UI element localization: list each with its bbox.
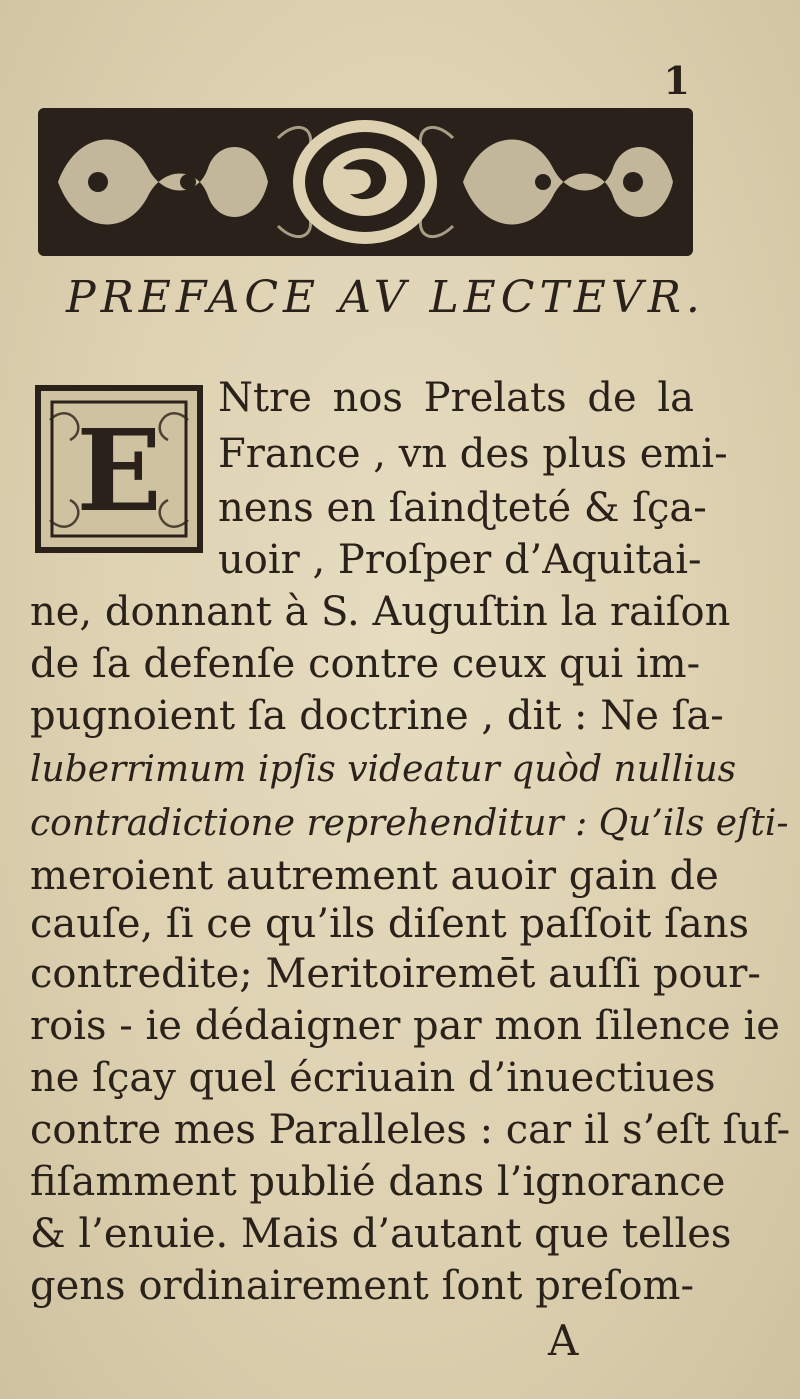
text-line: Ntre nos Prelats de la xyxy=(218,375,694,421)
text-line-italic: contradictione reprehenditur : Qu’ils eſti- xyxy=(30,803,789,844)
text-line: gens ordinairement ſont preſom- xyxy=(30,1263,694,1309)
text-line: & l’enuie. Mais d’autant que telles xyxy=(30,1211,732,1257)
text-line: contre mes Paralleles : car il s’eſt ſuf- xyxy=(30,1107,791,1153)
page-number: 1 xyxy=(663,58,690,103)
text-line: ne, donnant à S. Auguſtin la raiſon xyxy=(30,589,731,635)
signature-mark: A xyxy=(548,1316,579,1365)
text-line-italic: luberrimum ipſis videatur quòd nullius xyxy=(30,749,737,790)
text-line: cauſe, ſi ce qu’ils diſent paſſoit ſans xyxy=(30,901,750,947)
text-line: meroient autrement auoir gain de xyxy=(30,853,719,899)
drop-cap-letter: E xyxy=(76,406,162,537)
page-title: PREFACE AV LECTEVR. xyxy=(66,272,705,323)
text-line: France , vn des plus emi- xyxy=(218,431,728,477)
text-line: nens en ſainɖteté & ſça- xyxy=(218,485,707,531)
drop-cap-initial xyxy=(30,380,208,558)
headpiece-ornament-icon xyxy=(38,108,693,256)
text-line: contredite; Meritoiremēt auſſi pour- xyxy=(30,951,761,997)
text-line: uoir , Proſper d’Aquitai- xyxy=(218,537,702,583)
text-line: de ſa defenſe contre ceux qui im- xyxy=(30,641,701,687)
decorative-headpiece xyxy=(38,108,693,256)
text-line: fiſamment publié dans l’ignorance xyxy=(30,1159,726,1205)
text-line: rois - ie dédaigner par mon ſilence ie xyxy=(30,1003,780,1049)
text-line: ne ſçay quel écriuain d’inuectiues xyxy=(30,1055,716,1101)
text-line: pugnoient ſa doctrine , dit : Ne ſa- xyxy=(30,693,724,739)
ornamental-initial-icon xyxy=(30,380,208,558)
